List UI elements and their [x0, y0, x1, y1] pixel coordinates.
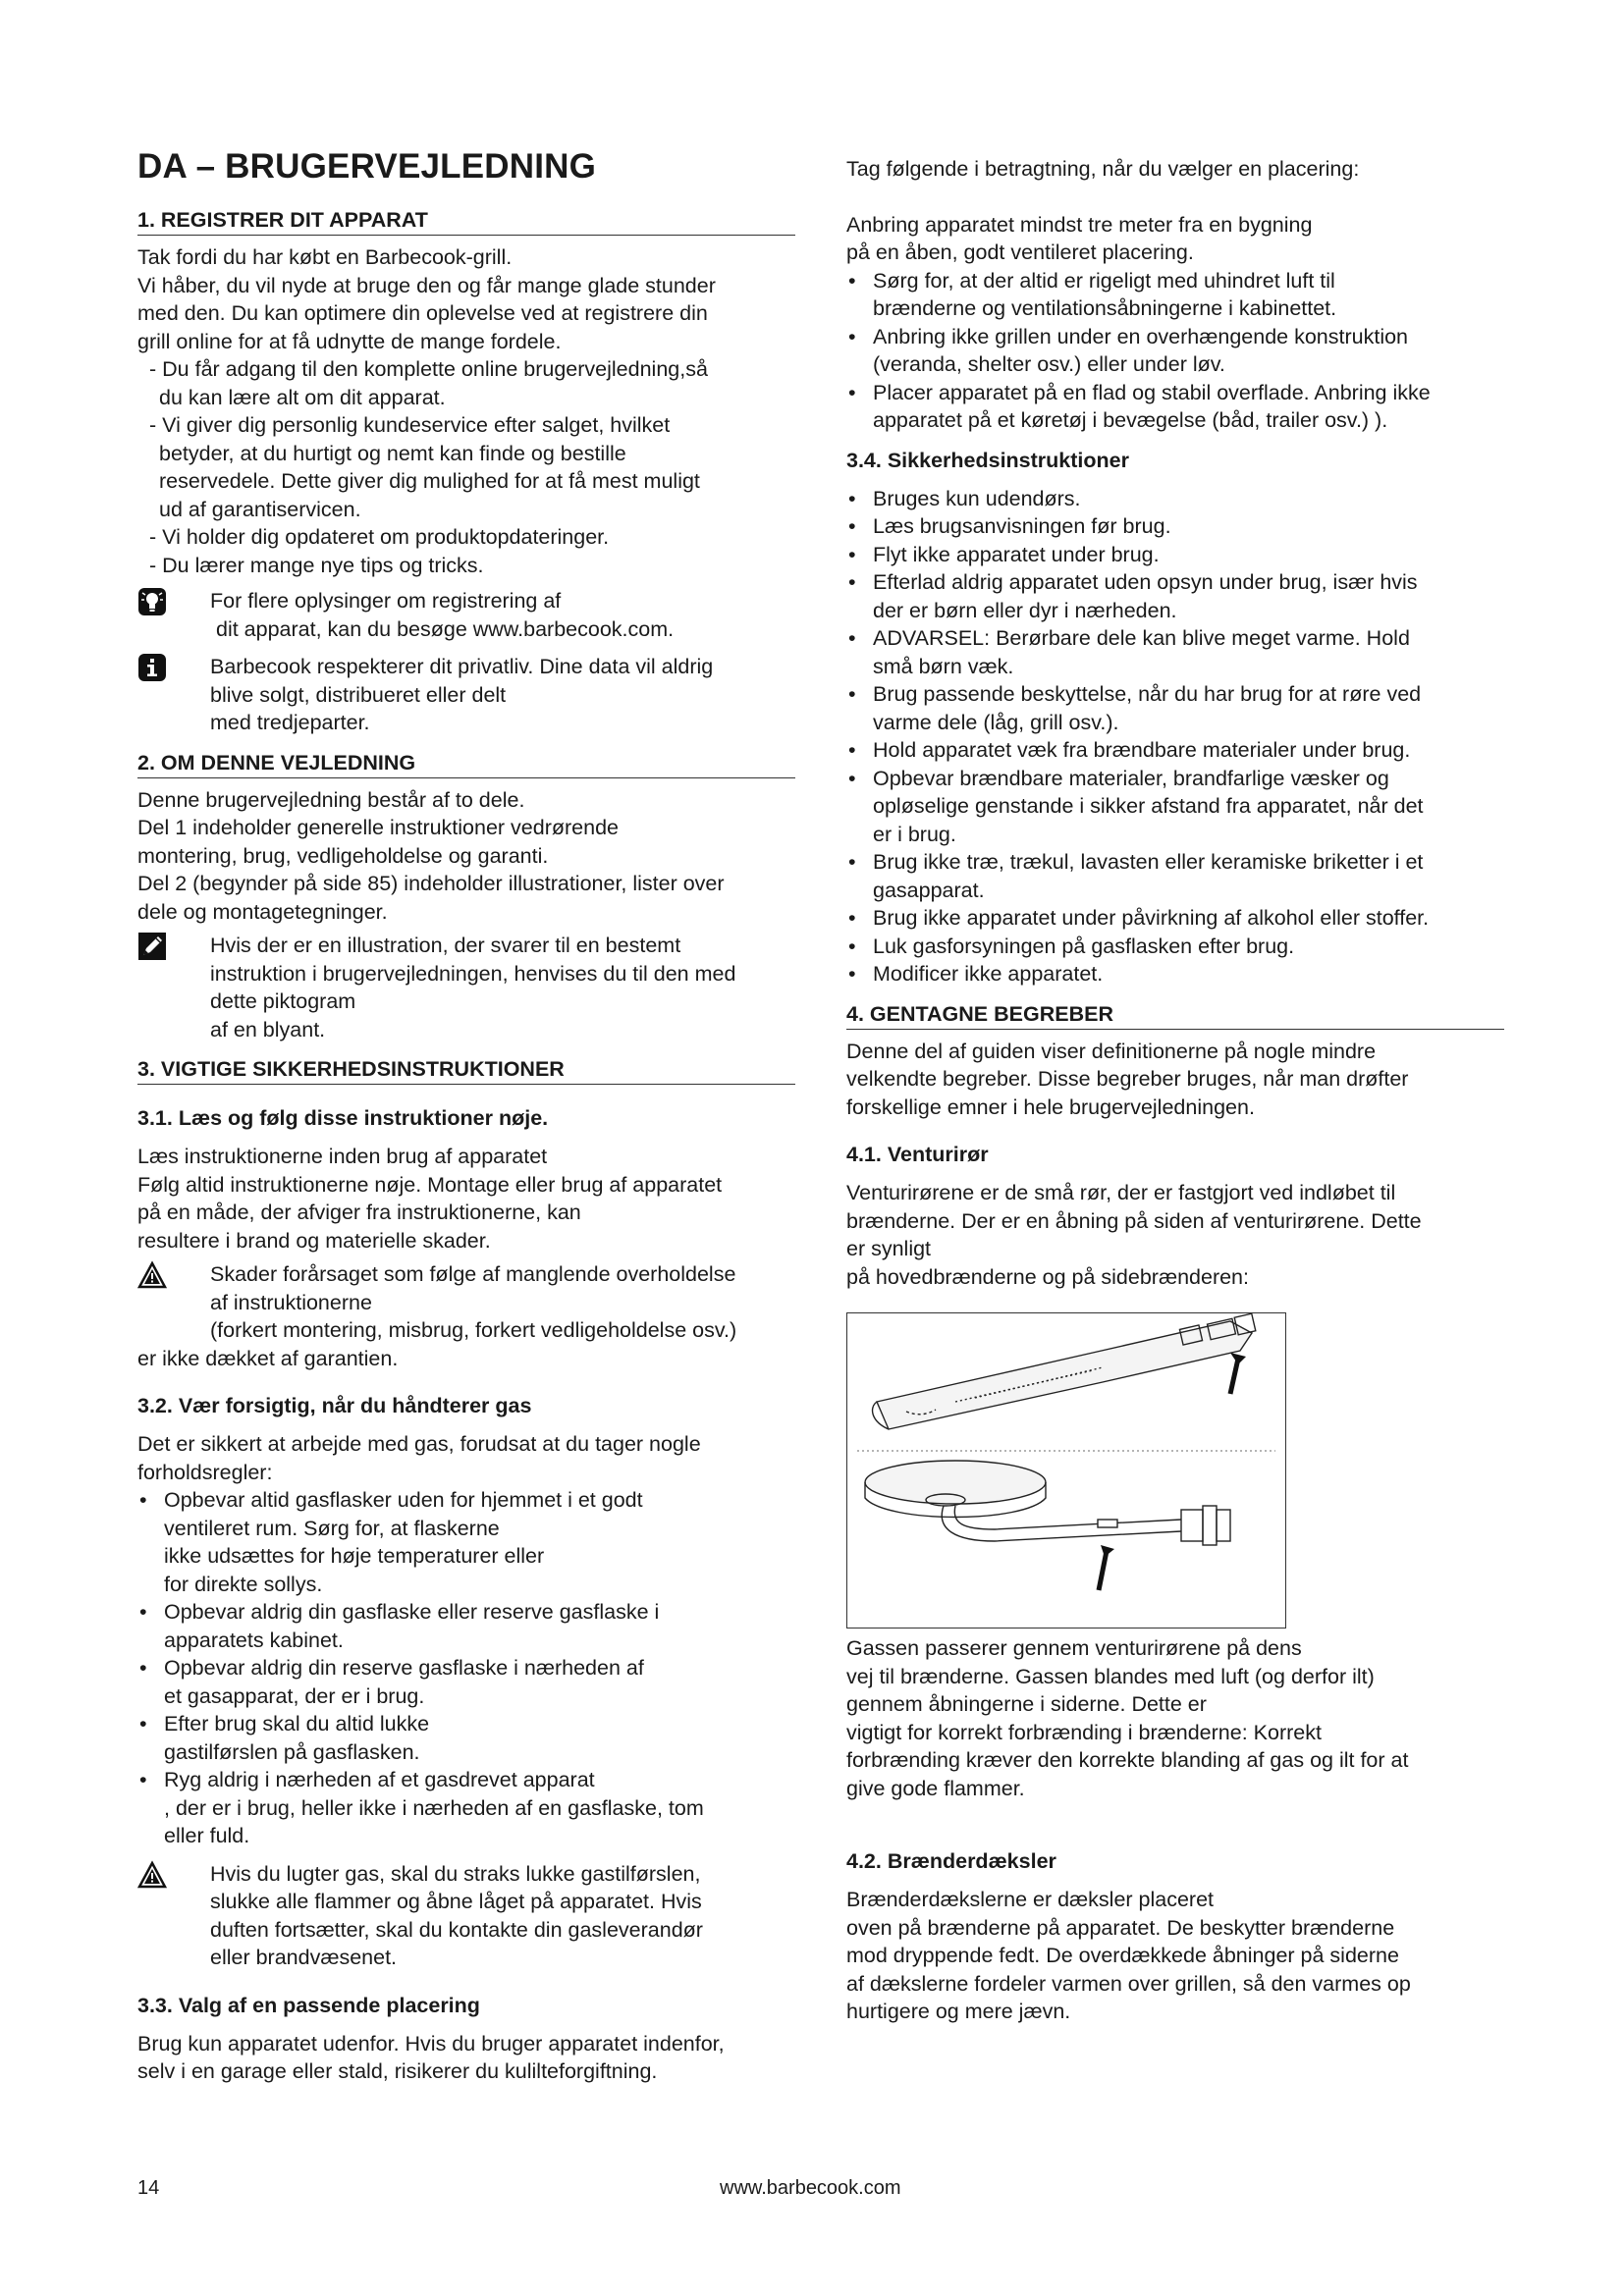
- list-item-text: gasapparat.: [873, 878, 985, 902]
- list-item-text: opløselige genstande i sikker afstand fra apparatet, når det: [873, 794, 1424, 818]
- dash-item: - Du får adgang til den komplette online brugervejledning,så: [149, 357, 708, 381]
- list-item-text: brænderne og ventilationsåbningerne i kabinettet.: [873, 296, 1337, 320]
- info-note: [137, 653, 795, 737]
- page-number: 14: [137, 2177, 160, 2199]
- list-item-text: • Opbevar altid gasflasker uden for hjemmet i et godt: [164, 1488, 643, 1512]
- list-item: [846, 933, 1504, 961]
- list-item-text: • Brug ikke træ, trækul, lavasten eller keramiske briketter i et: [873, 850, 1424, 874]
- list-item: [846, 680, 1504, 736]
- list-item-text: små børn væk.: [873, 654, 1014, 678]
- paragraph: på en måde, der afviger fra instruktionerne, kan: [137, 1201, 581, 1224]
- dash-item: betyder, at du hurtigt og nemt kan finde og bestille: [159, 441, 626, 465]
- list-item-text: • Modificer ikke apparatet.: [873, 962, 1104, 986]
- list-item-text: (veranda, shelter osv.) eller under løv.: [873, 352, 1225, 376]
- paragraph: hurtigere og mere jævn.: [846, 2000, 1071, 2023]
- list-item-text: • Efter brug skal du altid lukke: [164, 1712, 430, 1735]
- note-text: For flere oplysinger om registrering af: [210, 589, 562, 613]
- list-item-text: varme dele (låg, grill osv.).: [873, 710, 1119, 734]
- paragraph: Det er sikkert at arbejde med gas, forudsat at du tager nogle: [137, 1432, 701, 1456]
- section-2-heading: 2. OM DENNE VEJLEDNING: [137, 751, 795, 778]
- list-item: [846, 512, 1504, 541]
- paragraph: Del 2 (begynder på side 85) indeholder illustrationer, lister over: [137, 872, 725, 895]
- paragraph: gennem åbningerne i siderne. Dette er: [846, 1692, 1207, 1716]
- list-item: [137, 1654, 795, 1710]
- paragraph: Læs instruktionerne inden brug af apparatet: [137, 1145, 548, 1168]
- paragraph: give gode flammer.: [846, 1776, 1025, 1800]
- safety-instructions-list: [846, 485, 1504, 988]
- note-text: Skader forårsaget som følge af manglende overholdelse: [210, 1262, 736, 1286]
- list-item-text: • Efterlad aldrig apparatet uden opsyn under brug, især hvis: [873, 570, 1418, 594]
- section-3-4-heading: 3.4. Sikkerhedsinstruktioner: [846, 448, 1129, 472]
- note-text: instruktion i brugervejledningen, henvises du til den med: [210, 961, 736, 986]
- list-item: [846, 848, 1504, 904]
- paragraph: Vi håber, du vil nyde at bruge den og får mange glade stunder: [137, 273, 716, 297]
- paragraph: på hovedbrænderne og på sidebrænderen:: [846, 1264, 1249, 1289]
- paragraph: montering, brug, vedligeholdelse og garanti.: [137, 843, 549, 868]
- note-text: duften fortsætter, skal du kontakte din gasleverandør: [210, 1917, 703, 1942]
- dash-item: reservedele. Dette giver dig mulighed for at få mest muligt: [159, 469, 700, 493]
- paragraph: forbrænding kræver den korrekte blanding af gas og ilt for at: [846, 1748, 1409, 1772]
- list-item-text: er i brug.: [873, 822, 956, 846]
- list-item: [137, 1598, 795, 1654]
- placement-list: [846, 267, 1504, 435]
- dash-item: ud af garantiservicen.: [159, 497, 361, 521]
- section-3-heading: 3. VIGTIGE SIKKERHEDSINSTRUKTIONER: [137, 1057, 795, 1085]
- note-text: af instruktionerne: [210, 1290, 372, 1314]
- paragraph: vigtigt for korrekt forbrænding i brænderne: Korrekt: [846, 1720, 1322, 1744]
- list-item: [846, 541, 1504, 569]
- list-item: [137, 1486, 795, 1598]
- paragraph: forholdsregler:: [137, 1460, 273, 1484]
- list-item: [137, 1766, 795, 1850]
- paragraph: Gassen passerer gennem venturirørene på dens: [846, 1636, 1302, 1660]
- list-item-text: • Brug ikke apparatet under påvirkning af alkohol eller stoffer.: [873, 906, 1430, 930]
- dash-item: - Vi holder dig opdateret om produktopdateringer.: [149, 525, 610, 549]
- paragraph: Denne del af guiden viser definitionerne på nogle mindre: [846, 1039, 1377, 1063]
- list-item-text: • Sørg for, at der altid er rigeligt med uhindret luft til: [873, 268, 1335, 293]
- list-item-text: • ADVARSEL: Berørbare dele kan blive meget varme. Hold: [873, 626, 1410, 650]
- footer-website: www.barbecook.com: [720, 2177, 901, 2199]
- paragraph: Del 1 indeholder generelle instruktioner vedrørende: [137, 816, 620, 839]
- note-text: dette piktogram: [210, 989, 356, 1013]
- list-item-text: der er børn eller dyr i nærheden.: [873, 598, 1177, 622]
- list-item-text: • Hold apparatet væk fra brændbare materialer under brug.: [873, 738, 1411, 762]
- list-item-text: • Opbevar aldrig din reserve gasflaske i nærheden af: [164, 1656, 644, 1680]
- list-item: [846, 624, 1504, 680]
- paragraph: vej til brænderne. Gassen blandes med luft (og derfor ilt): [846, 1664, 1375, 1688]
- paragraph: forskellige emner i hele brugervejledningen.: [846, 1095, 1255, 1119]
- list-item-text: • Anbring ikke grillen under en overhængende konstruktion: [873, 324, 1409, 348]
- note-text: Hvis du lugter gas, skal du straks lukke gastilførslen,: [210, 1861, 701, 1886]
- paragraph: resultere i brand og materielle skader.: [137, 1228, 491, 1253]
- section-3-2-heading: 3.2. Vær forsigtig, når du håndterer gas: [137, 1394, 532, 1417]
- venturi-illustration: [846, 1312, 1286, 1629]
- paragraph: Tag følgende i betragtning, når du vælger en placering:: [846, 157, 1360, 181]
- list-item: [846, 485, 1504, 513]
- paragraph: er ikke dækket af garantien.: [137, 1346, 399, 1370]
- list-item-text: eller fuld.: [164, 1824, 250, 1847]
- warning-note: [137, 1860, 795, 1972]
- note-text: Barbecook respekterer dit privatliv. Dine data vil aldrig: [210, 655, 714, 678]
- right-column: [846, 155, 1504, 2026]
- note-text: blive solgt, distribueret eller delt: [210, 682, 507, 707]
- section-4-2-heading: 4.2. Brænderdæksler: [846, 1849, 1056, 1873]
- warning-icon: [137, 1260, 167, 1290]
- lightbulb-icon: [137, 587, 167, 616]
- note-text: eller brandvæsenet.: [210, 1946, 398, 1969]
- paragraph: Tak fordi du har købt en Barbecook-grill.: [137, 245, 513, 269]
- paragraph: Brænderdækslerne er dæksler placeret: [846, 1888, 1215, 1911]
- list-item-text: • Flyt ikke apparatet under brug.: [873, 542, 1160, 566]
- warning-note: [137, 1260, 795, 1345]
- list-item-text: for direkte sollys.: [164, 1572, 323, 1596]
- list-item: [846, 379, 1504, 435]
- list-item-text: ventileret rum. Sørg for, at flaskerne: [164, 1516, 500, 1540]
- list-item: [846, 904, 1504, 933]
- list-item-text: • Brug passende beskyttelse, når du har brug for at røre ved: [873, 682, 1422, 706]
- section-4-1-heading: 4.1. Venturirør: [846, 1143, 989, 1166]
- list-item-text: apparatet på et køretøj i bevægelse (båd, trailer osv.) ).: [873, 408, 1388, 432]
- left-column: [137, 147, 795, 2086]
- note-text: slukke alle flammer og åbne låget på apparatet. Hvis: [210, 1890, 702, 1913]
- paragraph: mod dryppende fedt. De overdækkede åbninger på siderne: [846, 1944, 1399, 1967]
- venturi-drawing: [847, 1313, 1285, 1628]
- note-text: af en blyant.: [210, 1017, 326, 1041]
- gas-safety-list: [137, 1486, 795, 1850]
- dash-item: du kan lære alt om dit apparat.: [159, 385, 446, 409]
- dash-item: - Vi giver dig personlig kundeservice efter salget, hvilket: [149, 413, 671, 437]
- paragraph: Denne brugervejledning består af to dele.: [137, 787, 525, 812]
- paragraph: Følg altid instruktionerne nøje. Montage eller brug af apparatet: [137, 1172, 723, 1197]
- paragraph: selv i en garage eller stald, risikerer du kulilteforgiftning.: [137, 2059, 658, 2083]
- list-item: [846, 765, 1504, 849]
- list-item-text: gastilførslen på gasflasken.: [164, 1739, 420, 1764]
- paragraph: med den. Du kan optimere din oplevelse ved at registrere din: [137, 301, 708, 325]
- paragraph: Anbring apparatet mindst tre meter fra en bygning: [846, 212, 1313, 237]
- list-item-text: • Opbevar aldrig din gasflaske eller reserve gasflaske i: [164, 1600, 660, 1624]
- info-icon: [137, 653, 167, 682]
- paragraph: af dækslerne fordeler varmen over grillen, så den varmes op: [846, 1971, 1411, 1996]
- paragraph: velkendte begreber. Disse begreber bruges, når man drøfter: [846, 1067, 1409, 1091]
- list-item: [846, 736, 1504, 765]
- list-item-text: • Opbevar brændbare materialer, brandfarlige væsker og: [873, 766, 1389, 790]
- list-item: [846, 960, 1504, 988]
- section-3-3-heading: 3.3. Valg af en passende placering: [137, 1993, 480, 2017]
- list-item: [846, 323, 1504, 379]
- note-text: dit apparat, kan du besøge www.barbecook.com.: [216, 616, 675, 641]
- paragraph: brænderne. Der er en åbning på siden af venturirørene. Dette: [846, 1208, 1422, 1233]
- list-item-text: , der er i brug, heller ikke i nærheden af en gasflaske, tom: [164, 1795, 704, 1820]
- paragraph: oven på brænderne på apparatet. De beskytter brænderne: [846, 1915, 1395, 1940]
- list-item-text: et gasapparat, der er i brug.: [164, 1683, 425, 1708]
- section-3-1-heading: 3.1. Læs og følg disse instruktioner nøje.: [137, 1106, 549, 1130]
- paragraph: Brug kun apparatet udenfor. Hvis du bruger apparatet indenfor,: [137, 2031, 725, 2056]
- section-4-heading: 4. GENTAGNE BEGREBER: [846, 1002, 1504, 1030]
- list-item-text: • Bruges kun udendørs.: [873, 486, 1081, 510]
- paragraph: grill online for at få udnytte de mange fordele.: [137, 329, 562, 353]
- list-item: [846, 267, 1504, 323]
- warning-icon: [137, 1860, 167, 1890]
- pencil-note: [137, 932, 795, 1043]
- paragraph: er synligt: [846, 1237, 932, 1260]
- list-item-text: • Læs brugsanvisningen før brug.: [873, 514, 1171, 538]
- dash-item: - Du lærer mange nye tips og tricks.: [149, 553, 484, 577]
- list-item: [137, 1710, 795, 1766]
- note-text: med tredjeparter.: [210, 711, 370, 734]
- note-text: (forkert montering, misbrug, forkert vedligeholdelse osv.): [210, 1318, 737, 1342]
- note-text: Hvis der er en illustration, der svarer til en bestemt: [210, 934, 681, 957]
- pencil-icon: [137, 932, 167, 961]
- paragraph: på en åben, godt ventileret placering.: [846, 240, 1194, 264]
- list-item: [846, 568, 1504, 624]
- list-item-text: ikke udsættes for høje temperaturer eller: [164, 1544, 545, 1568]
- paragraph: Venturirørene er de små rør, der er fastgjort ved indløbet til: [846, 1181, 1396, 1204]
- list-item-text: • Luk gasforsyningen på gasflasken efter brug.: [873, 934, 1295, 958]
- section-1-heading: 1. REGISTRER DIT APPARAT: [137, 208, 795, 236]
- list-item-text: • Placer apparatet på en flad og stabil overflade. Anbring ikke: [873, 380, 1431, 404]
- tip-note: [137, 587, 795, 643]
- list-item-text: apparatets kabinet.: [164, 1628, 344, 1652]
- page-title: DA – BRUGERVEJLEDNING: [137, 147, 597, 186]
- paragraph: dele og montagetegninger.: [137, 899, 388, 924]
- list-item-text: • Ryg aldrig i nærheden af et gasdrevet apparat: [164, 1768, 595, 1791]
